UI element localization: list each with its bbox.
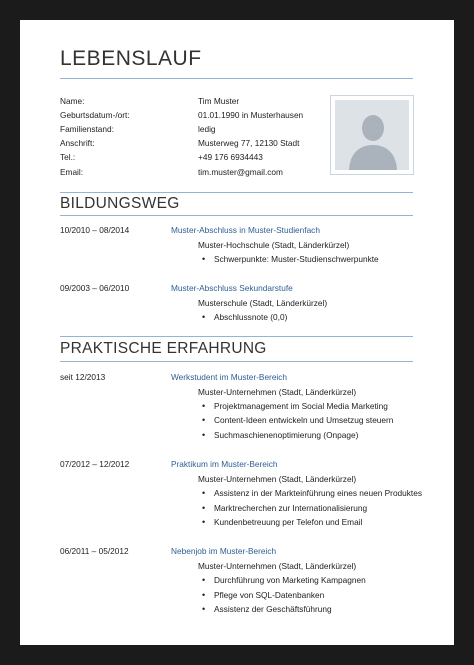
- bullet-dot-icon: •: [202, 488, 206, 498]
- bullet-dot-icon: •: [202, 503, 206, 513]
- bullet-dot-icon: •: [202, 604, 206, 614]
- experience-org: Muster-Unternehmen (Stadt, Länderkürzel): [198, 474, 357, 484]
- education-bullet-text: Abschlussnote (0,0): [214, 312, 288, 322]
- personal-value-birth: 01.01.1990 in Musterhausen: [198, 110, 304, 120]
- experience-title: Werkstudent im Muster-Bereich: [171, 372, 288, 382]
- personal-value-name: Tim Muster: [198, 96, 240, 106]
- personal-label-phone: Tel.:: [60, 152, 76, 162]
- bullet-dot-icon: •: [202, 254, 206, 264]
- education-title: Muster-Abschluss in Muster-Studienfach: [171, 225, 320, 235]
- personal-label-status: Familienstand:: [60, 124, 114, 134]
- education-date: 09/2003 – 06/2010: [60, 283, 130, 293]
- experience-bullet: [202, 415, 393, 425]
- bullet-dot-icon: •: [202, 312, 206, 322]
- experience-org: Muster-Unternehmen (Stadt, Länderkürzel): [198, 387, 357, 397]
- experience-bullet-text: Marktrecherchen zur Internationalisierung: [214, 503, 368, 513]
- experience-bullet: [202, 401, 388, 411]
- experience-bullet-text: Assistenz der Geschäftsführung: [214, 604, 332, 614]
- section-rule-top-education: [60, 192, 413, 193]
- education-org: Muster-Hochschule (Stadt, Länderkürzel): [198, 240, 350, 250]
- education-date: 10/2010 – 08/2014: [60, 225, 130, 235]
- experience-bullet-text: Durchführung von Marketing Kampagnen: [214, 575, 366, 585]
- personal-value-email: tim.muster@gmail.com: [198, 167, 283, 177]
- experience-bullet: [202, 517, 362, 527]
- experience-bullet: [202, 488, 422, 498]
- experience-date: 07/2012 – 12/2012: [60, 459, 130, 469]
- bullet-dot-icon: •: [202, 590, 206, 600]
- experience-bullet: [202, 430, 358, 440]
- experience-bullet: [202, 604, 332, 614]
- experience-bullet: [202, 575, 366, 585]
- personal-value-status: ledig: [198, 124, 216, 134]
- personal-label-name: Name:: [60, 96, 85, 106]
- section-title-education: BILDUNGSWEG: [60, 195, 180, 212]
- education-bullet: [202, 312, 287, 322]
- section-rule-education: [60, 215, 413, 216]
- bullet-dot-icon: •: [202, 415, 206, 425]
- bullet-dot-icon: •: [202, 517, 206, 527]
- bullet-dot-icon: •: [202, 401, 206, 411]
- experience-title: Nebenjob im Muster-Bereich: [171, 546, 277, 556]
- education-bullet: [202, 254, 379, 264]
- personal-value-address: Musterweg 77, 12130 Stadt: [198, 138, 300, 148]
- experience-org: Muster-Unternehmen (Stadt, Länderkürzel): [198, 561, 357, 571]
- experience-bullet-text: Kundenbetreuung per Telefon und Email: [214, 517, 363, 527]
- education-bullet-text: Schwerpunkte: Muster-Studienschwerpunkte: [214, 254, 379, 264]
- personal-value-phone: +49 176 6934443: [198, 152, 263, 162]
- section-rule-top-experience: [60, 336, 413, 337]
- person-silhouette-icon: [335, 100, 409, 170]
- profile-photo: [330, 95, 414, 175]
- document-title: LEBENSLAUF: [60, 47, 202, 70]
- experience-title: Praktikum im Muster-Bereich: [171, 459, 278, 469]
- experience-bullet: [202, 503, 367, 513]
- section-title-experience: PRAKTISCHE ERFAHRUNG: [60, 340, 267, 357]
- experience-bullet-text: Projektmanagement im Social Media Marketing: [214, 401, 388, 411]
- section-rule-experience: [60, 361, 413, 362]
- bullet-dot-icon: •: [202, 430, 206, 440]
- personal-label-birth: Geburtsdatum-/ort:: [60, 110, 130, 120]
- personal-label-email: Email:: [60, 167, 84, 177]
- experience-bullet: [202, 590, 324, 600]
- experience-bullet-text: Assistenz in der Markteinführung eines neuen Produktes: [214, 488, 423, 498]
- education-org: Musterschule (Stadt, Länderkürzel): [198, 298, 328, 308]
- experience-bullet-text: Content-Ideen entwickeln und Umsetzug steuern: [214, 415, 394, 425]
- experience-bullet-text: Suchmaschienenoptimierung (Onpage): [214, 430, 359, 440]
- experience-date: seit 12/2013: [60, 372, 106, 382]
- experience-bullet-text: Pflege von SQL-Datenbanken: [214, 590, 325, 600]
- personal-label-address: Anschrift:: [60, 138, 95, 148]
- experience-date: 06/2011 – 05/2012: [60, 546, 129, 556]
- title-rule: [60, 78, 413, 79]
- bullet-dot-icon: •: [202, 575, 206, 585]
- education-title: Muster-Abschluss Sekundarstufe: [171, 283, 293, 293]
